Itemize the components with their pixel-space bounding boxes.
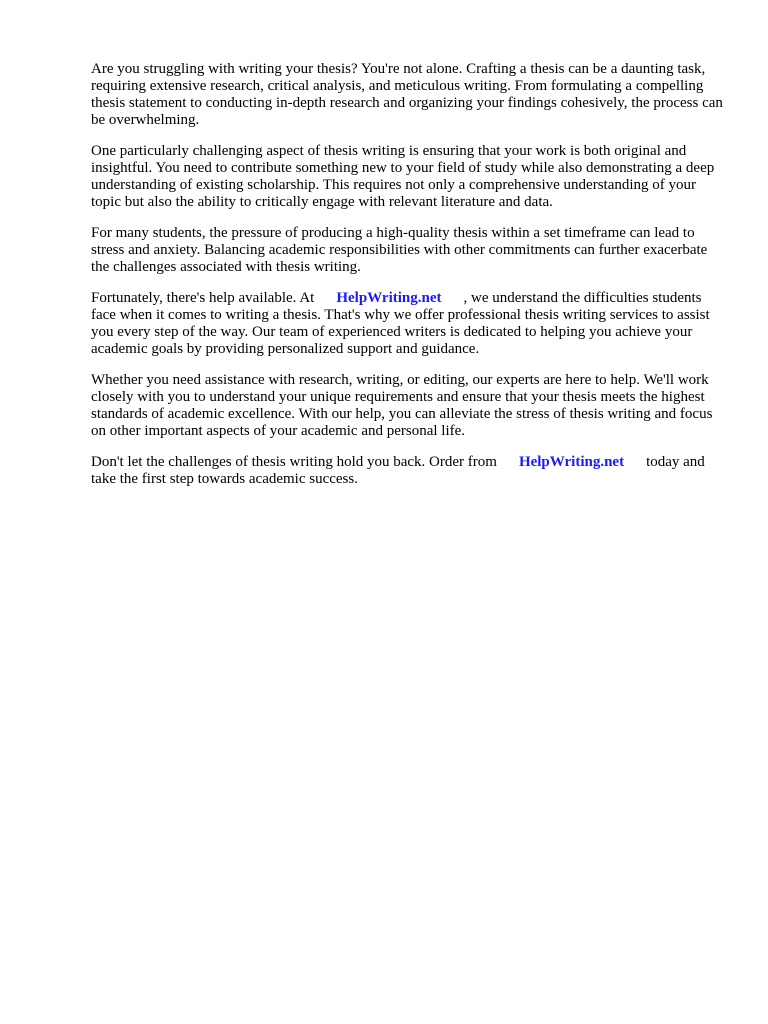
paragraph-text-after: today and take the first step towards academic success. <box>91 454 705 487</box>
paragraph-originality <box>91 143 723 211</box>
document-body <box>91 61 723 502</box>
paragraph-help <box>91 290 723 358</box>
paragraph-text-before: Fortunately, there's help available. At <box>91 290 315 306</box>
paragraph-call-to-action <box>91 454 723 488</box>
paragraph-text-after: , we understand the difficulties students face when it comes to writing a thesis. That's why we offer professional thesis writing services to assist you every step of the way. Our team of experienced writers is dedicated to helping you achieve your academic goals by providing personalized support and guidance. <box>91 290 710 357</box>
paragraph-text-before: Don't let the challenges of thesis writing hold you back. Order from <box>91 454 497 470</box>
paragraph-text: For many students, the pressure of producing a high-quality thesis within a set timeframe can lead to stress and anxiety. Balancing academic responsibilities with other commitments can further exacerbate the challenges associated with thesis writing. <box>91 225 708 275</box>
paragraph-intro <box>91 61 723 129</box>
paragraph-text: Whether you need assistance with research, writing, or editing, our experts are here to help. We'll work closely with you to understand your unique requirements and ensure that your thesis meets the highest standards of academic excellence. With our help, you can alleviate the stress of thesis writing and focus on other important aspects of your academic and personal life. <box>91 372 713 439</box>
paragraph-pressure <box>91 225 723 276</box>
paragraph-text: One particularly challenging aspect of thesis writing is ensuring that your work is both original and insightful. You need to contribute something new to your field of study while also demonstrating a deep understanding of existing scholarship. This requires not only a comprehensive understanding of your topic but also the ability to critically engage with relevant literature and data. <box>91 143 715 210</box>
helpwriting-link[interactable]: HelpWriting.net <box>518 454 625 470</box>
paragraph-assistance <box>91 372 723 440</box>
paragraph-text: Are you struggling with writing your thesis? You're not alone. Crafting a thesis can be a daunting task, requiring extensive research, critical analysis, and meticulous writing. From formulating a compelling thesis statement to conducting in-depth research and organizing your findings cohesively, the process can be overwhelming. <box>91 61 723 128</box>
helpwriting-link[interactable]: HelpWriting.net <box>336 290 442 306</box>
